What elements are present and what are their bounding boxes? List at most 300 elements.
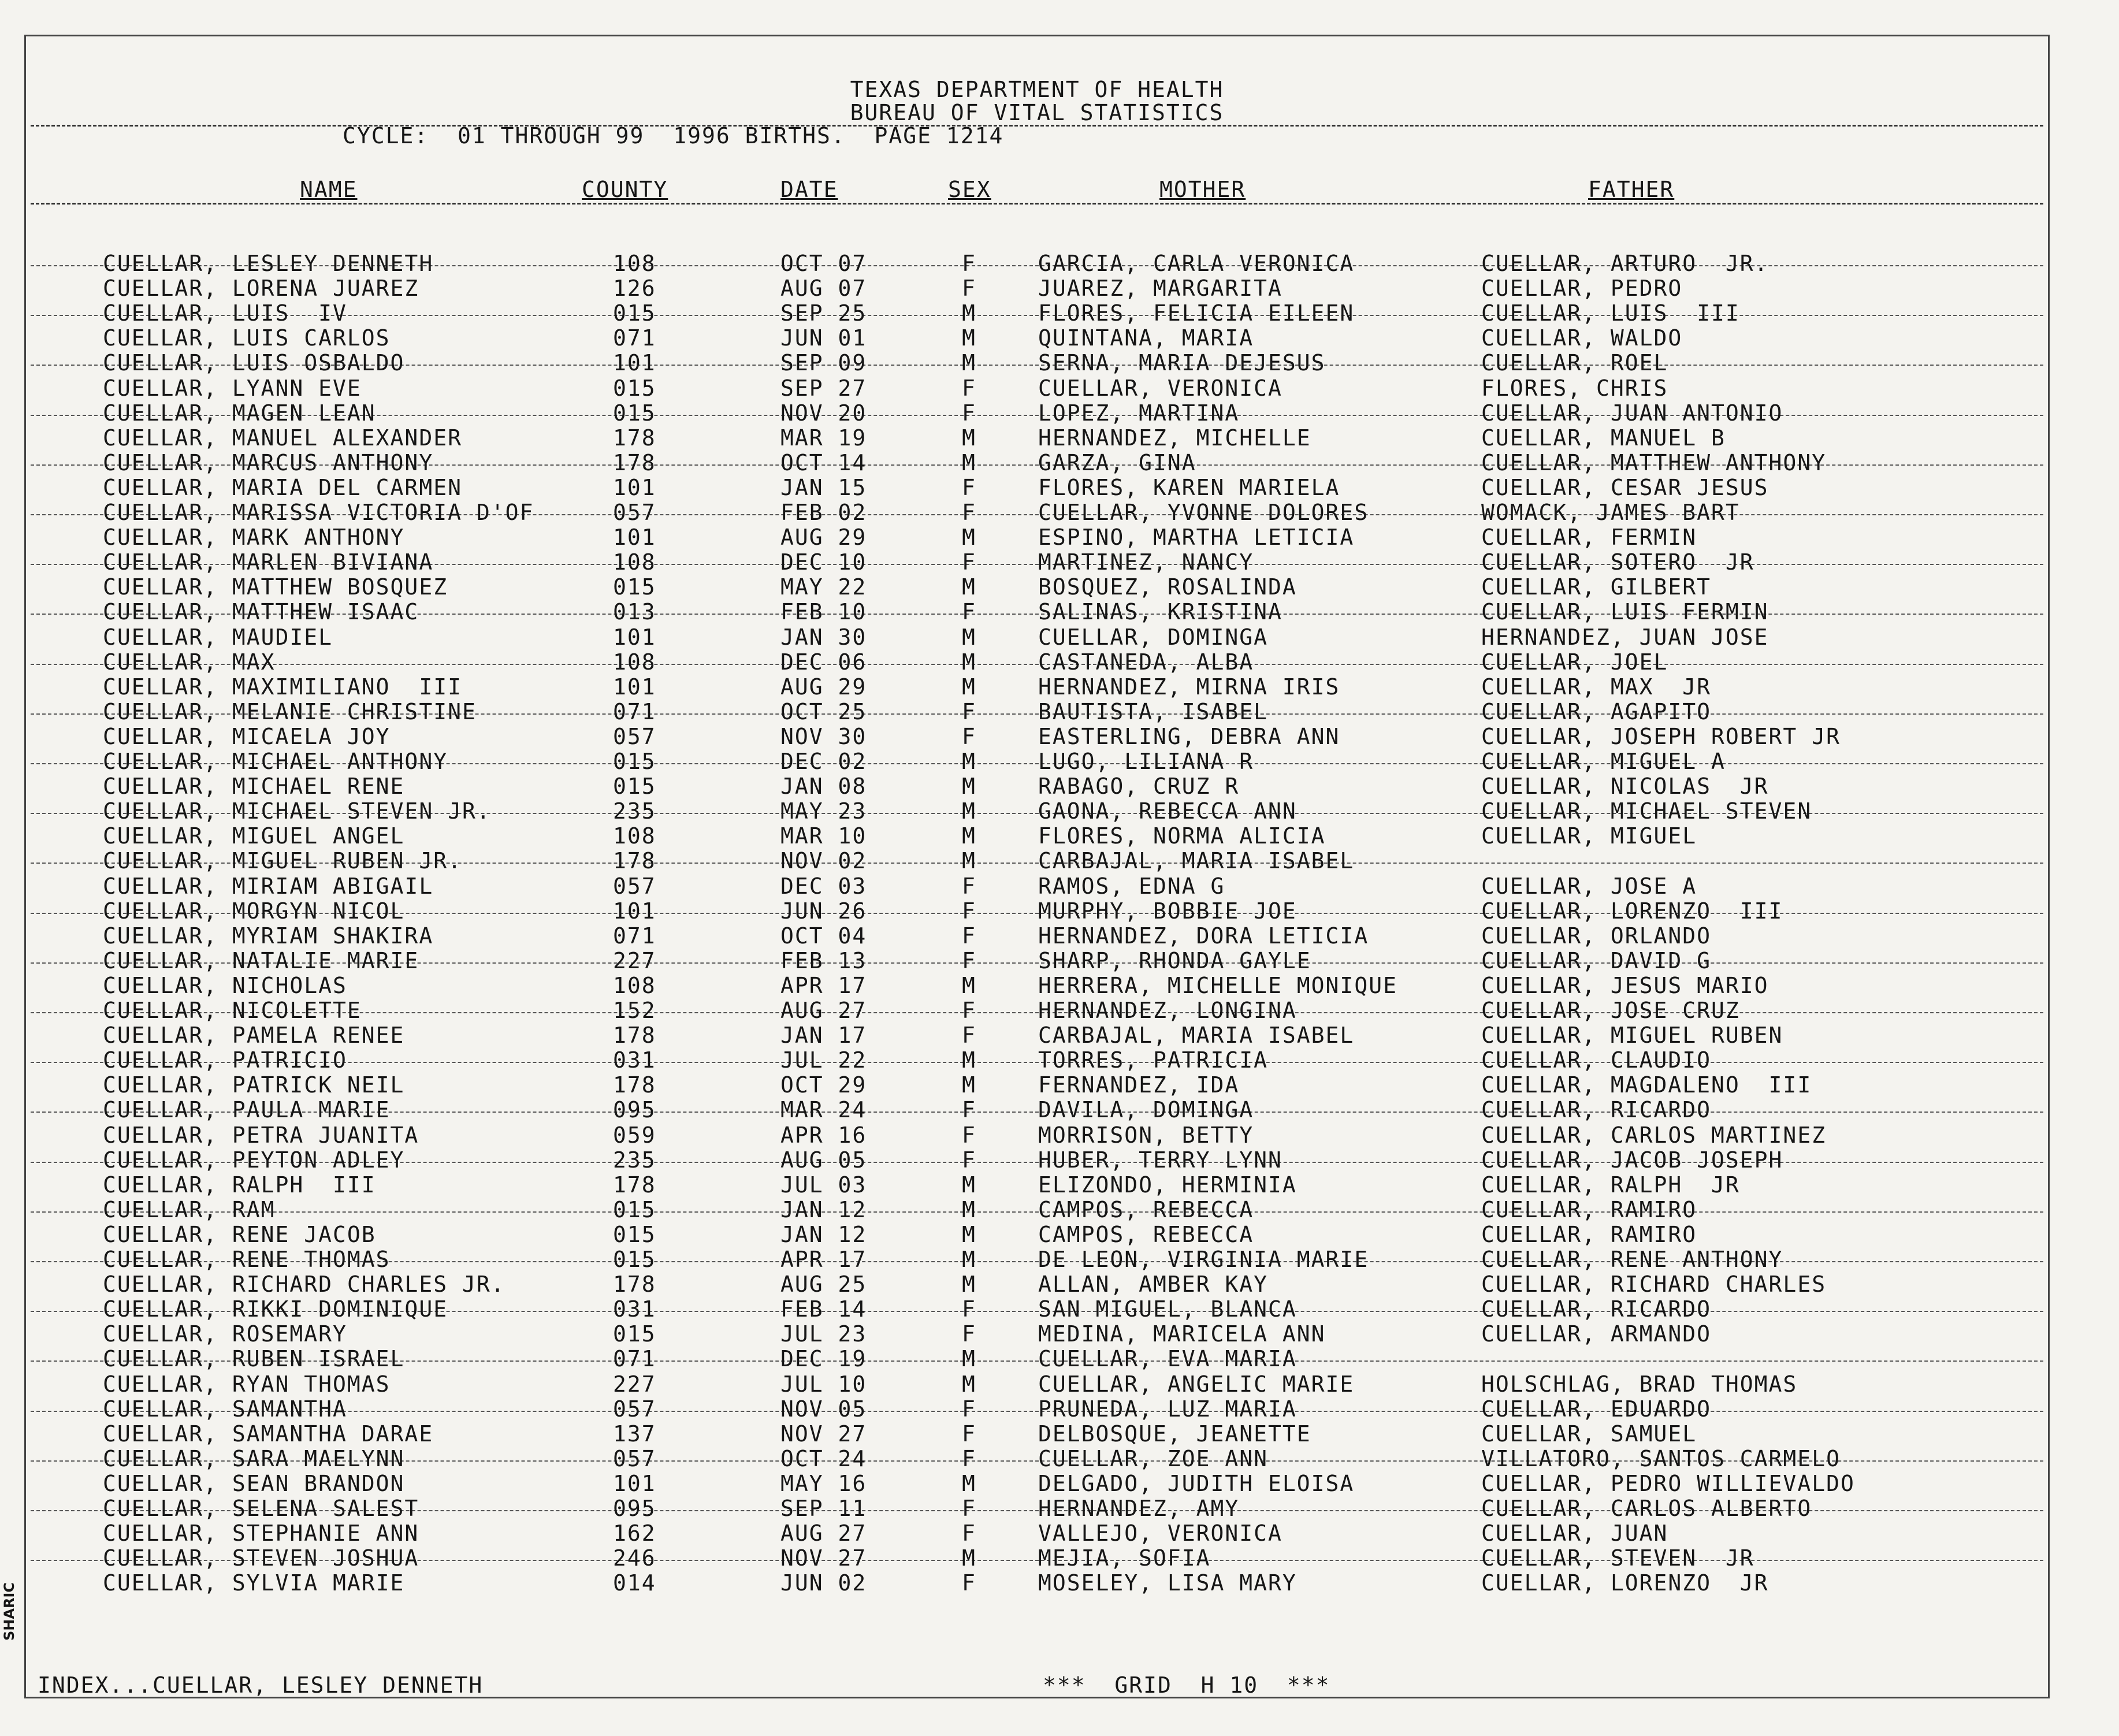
cell-name: CUELLAR, LUIS CARLOS bbox=[103, 325, 391, 351]
cell-county: 101 bbox=[613, 525, 656, 551]
index-footer: INDEX...CUELLAR, LESLEY DENNETH bbox=[38, 1672, 484, 1698]
cell-mother: GARCIA, CARLA VERONICA bbox=[1038, 251, 1355, 276]
cell-county: 108 bbox=[613, 972, 656, 998]
cell-date: OCT 04 bbox=[780, 923, 867, 949]
cell-mother: CAMPOS, REBECCA bbox=[1038, 1221, 1254, 1247]
cell-date: APR 17 bbox=[780, 972, 867, 998]
cell-mother: HERNANDEZ, MICHELLE bbox=[1038, 425, 1311, 451]
cell-father: CUELLAR, LUIS FERMIN bbox=[1481, 599, 1769, 625]
cell-mother: HERNANDEZ, LONGINA bbox=[1038, 998, 1297, 1023]
cell-father: CUELLAR, ORLANDO bbox=[1481, 923, 1712, 949]
table-row bbox=[26, 749, 2048, 774]
cell-sex: F bbox=[962, 1122, 976, 1148]
column-header-date: DATE bbox=[780, 177, 838, 202]
cell-date: MAY 23 bbox=[780, 798, 867, 824]
table-row bbox=[26, 1397, 2048, 1422]
table-row bbox=[26, 1272, 2048, 1297]
cell-county: 162 bbox=[613, 1521, 656, 1547]
table-row bbox=[26, 924, 2048, 949]
cell-county: 095 bbox=[613, 1097, 656, 1123]
cell-sex: M bbox=[962, 300, 976, 326]
cell-county: 015 bbox=[613, 574, 656, 600]
cell-father: CUELLAR, RAMIRO bbox=[1481, 1221, 1697, 1247]
cell-date: DEC 19 bbox=[780, 1346, 867, 1372]
cell-name: CUELLAR, STEVEN JOSHUA bbox=[103, 1545, 419, 1571]
cell-name: CUELLAR, RIKKI DOMINIQUE bbox=[103, 1296, 448, 1322]
cell-father: HERNANDEZ, JUAN JOSE bbox=[1481, 624, 1769, 650]
table-row bbox=[26, 500, 2048, 525]
cell-father: CUELLAR, RAMIRO bbox=[1481, 1196, 1697, 1222]
cell-date: NOV 20 bbox=[780, 400, 867, 426]
cell-father: CUELLAR, PEDRO bbox=[1481, 276, 1683, 302]
cell-sex: M bbox=[962, 649, 976, 675]
cell-date: JAN 12 bbox=[780, 1221, 867, 1247]
cell-name: CUELLAR, LUIS IV bbox=[103, 300, 347, 326]
cell-county: 015 bbox=[613, 749, 656, 774]
cell-date: SEP 11 bbox=[780, 1496, 867, 1521]
cell-name: CUELLAR, RENE THOMAS bbox=[103, 1247, 391, 1272]
table-row bbox=[26, 525, 2048, 550]
header-divider bbox=[31, 125, 2043, 127]
cell-mother: DE LEON, VIRGINIA MARIE bbox=[1038, 1247, 1369, 1272]
cell-sex: F bbox=[962, 276, 976, 302]
cell-mother: CARBAJAL, MARIA ISABEL bbox=[1038, 1023, 1355, 1049]
cell-sex: F bbox=[962, 923, 976, 949]
cell-mother: CUELLAR, YVONNE DOLORES bbox=[1038, 500, 1369, 525]
cell-sex: M bbox=[962, 1545, 976, 1571]
cell-sex: F bbox=[962, 1421, 976, 1447]
grid-footer: *** GRID H 10 *** bbox=[1043, 1672, 1330, 1698]
cell-name: CUELLAR, RALPH III bbox=[103, 1172, 376, 1198]
cell-county: 101 bbox=[613, 350, 656, 376]
cell-name: CUELLAR, MICHAEL ANTHONY bbox=[103, 749, 448, 774]
cell-county: 178 bbox=[613, 1172, 656, 1198]
table-row bbox=[26, 401, 2048, 426]
column-header-father: FATHER bbox=[1588, 177, 1675, 202]
cell-mother: FLORES, NORMA ALICIA bbox=[1038, 823, 1326, 849]
cell-date: JAN 08 bbox=[780, 774, 867, 800]
cell-father: CUELLAR, RICARDO bbox=[1481, 1296, 1712, 1322]
cell-sex: F bbox=[962, 1496, 976, 1521]
row-divider bbox=[31, 664, 2043, 665]
cell-name: CUELLAR, MYRIAM SHAKIRA bbox=[103, 923, 434, 949]
cell-mother: SALINAS, KRISTINA bbox=[1038, 599, 1282, 625]
cell-mother: HUBER, TERRY LYNN bbox=[1038, 1147, 1282, 1173]
side-stamp-label: SHARIC bbox=[1, 1582, 17, 1641]
header-subtitle: BUREAU OF VITAL STATISTICS bbox=[850, 100, 1224, 125]
cell-county: 178 bbox=[613, 1023, 656, 1049]
column-header-county: COUNTY bbox=[582, 177, 668, 202]
cell-name: CUELLAR, MICHAEL STEVEN JR. bbox=[103, 798, 491, 824]
table-row bbox=[26, 1372, 2048, 1397]
cell-name: CUELLAR, MARLEN BIVIANA bbox=[103, 549, 434, 575]
cell-father: CUELLAR, ARTURO JR. bbox=[1481, 251, 1769, 276]
cell-mother: BAUTISTA, ISABEL bbox=[1038, 698, 1269, 724]
cell-father: CUELLAR, RICARDO bbox=[1481, 1097, 1712, 1123]
table-row bbox=[26, 1222, 2048, 1247]
cell-date: OCT 07 bbox=[780, 251, 867, 276]
cell-father: CUELLAR, CARLOS MARTINEZ bbox=[1481, 1122, 1827, 1148]
cell-name: CUELLAR, MELANIE CHRISTINE bbox=[103, 698, 477, 724]
table-row bbox=[26, 575, 2048, 600]
cell-father: CUELLAR, CARLOS ALBERTO bbox=[1481, 1496, 1812, 1521]
cell-name: CUELLAR, SAMANTHA DARAE bbox=[103, 1421, 434, 1447]
table-row bbox=[26, 1447, 2048, 1471]
cell-father: CUELLAR, LORENZO III bbox=[1481, 898, 1783, 924]
table-row bbox=[26, 998, 2048, 1023]
cell-name: CUELLAR, SAMANTHA bbox=[103, 1396, 347, 1422]
cell-county: 031 bbox=[613, 1047, 656, 1073]
cell-county: 015 bbox=[613, 774, 656, 800]
cell-name: CUELLAR, MARISSA VICTORIA D'OF bbox=[103, 500, 534, 525]
table-row bbox=[26, 625, 2048, 650]
cell-county: 071 bbox=[613, 325, 656, 351]
cell-name: CUELLAR, MARCUS ANTHONY bbox=[103, 449, 434, 475]
cell-sex: M bbox=[962, 749, 976, 774]
table-row bbox=[26, 301, 2048, 326]
cell-name: CUELLAR, PEYTON ADLEY bbox=[103, 1147, 405, 1173]
cell-mother: LUGO, LILIANA R bbox=[1038, 749, 1254, 774]
cell-father: CUELLAR, DAVID G bbox=[1481, 947, 1712, 973]
cell-name: CUELLAR, RAM bbox=[103, 1196, 276, 1222]
cell-mother: EASTERLING, DEBRA ANN bbox=[1038, 723, 1340, 749]
cell-date: MAR 19 bbox=[780, 425, 867, 451]
cell-mother: CARBAJAL, MARIA ISABEL bbox=[1038, 848, 1355, 874]
cell-date: MAR 10 bbox=[780, 823, 867, 849]
cell-name: CUELLAR, NICHOLAS bbox=[103, 972, 347, 998]
table-row bbox=[26, 351, 2048, 376]
cell-name: CUELLAR, PAMELA RENEE bbox=[103, 1023, 405, 1049]
cell-sex: M bbox=[962, 350, 976, 376]
cell-father: HOLSCHLAG, BRAD THOMAS bbox=[1481, 1371, 1798, 1397]
cell-name: CUELLAR, ROSEMARY bbox=[103, 1321, 347, 1347]
cell-father: CUELLAR, JACOB JOSEPH bbox=[1481, 1147, 1783, 1173]
cell-county: 015 bbox=[613, 1221, 656, 1247]
cell-county: 178 bbox=[613, 1072, 656, 1098]
cell-sex: F bbox=[962, 998, 976, 1023]
cell-father: CUELLAR, JOSE A bbox=[1481, 873, 1697, 899]
cell-mother: FERNANDEZ, IDA bbox=[1038, 1072, 1240, 1098]
cell-county: 057 bbox=[613, 1445, 656, 1471]
cell-date: NOV 27 bbox=[780, 1545, 867, 1571]
cell-sex: M bbox=[962, 1172, 976, 1198]
cell-mother: VALLEJO, VERONICA bbox=[1038, 1521, 1282, 1547]
cell-sex: M bbox=[962, 425, 976, 451]
cell-mother: ELIZONDO, HERMINIA bbox=[1038, 1172, 1297, 1198]
cell-mother: MORRISON, BETTY bbox=[1038, 1122, 1254, 1148]
cell-sex: F bbox=[962, 723, 976, 749]
table-row bbox=[26, 1347, 2048, 1371]
cell-mother: DELGADO, JUDITH ELOISA bbox=[1038, 1470, 1355, 1496]
cell-county: 015 bbox=[613, 375, 656, 401]
cell-date: SEP 25 bbox=[780, 300, 867, 326]
cell-father: CUELLAR, ARMANDO bbox=[1481, 1321, 1712, 1347]
cell-county: 031 bbox=[613, 1296, 656, 1322]
cell-name: CUELLAR, MAUDIEL bbox=[103, 624, 333, 650]
cell-date: JAN 15 bbox=[780, 474, 867, 500]
cell-county: 108 bbox=[613, 549, 656, 575]
cell-sex: F bbox=[962, 375, 976, 401]
cell-date: NOV 02 bbox=[780, 848, 867, 874]
cell-sex: M bbox=[962, 525, 976, 551]
cell-father: CUELLAR, MIGUEL A bbox=[1481, 749, 1726, 774]
cell-father: CUELLAR, WALDO bbox=[1481, 325, 1683, 351]
cell-mother: BOSQUEZ, ROSALINDA bbox=[1038, 574, 1297, 600]
document-frame bbox=[24, 35, 2050, 1698]
cell-name: CUELLAR, RYAN THOMAS bbox=[103, 1371, 391, 1397]
cell-county: 015 bbox=[613, 1321, 656, 1347]
cell-county: 235 bbox=[613, 798, 656, 824]
table-row bbox=[26, 874, 2048, 899]
cell-sex: F bbox=[962, 500, 976, 525]
table-row bbox=[26, 1173, 2048, 1198]
cell-name: CUELLAR, MARIA DEL CARMEN bbox=[103, 474, 462, 500]
cell-father: VILLATORO, SANTOS CARMELO bbox=[1481, 1445, 1841, 1471]
cell-date: JAN 17 bbox=[780, 1023, 867, 1049]
cell-date: DEC 03 bbox=[780, 873, 867, 899]
cell-sex: F bbox=[962, 1147, 976, 1173]
cell-father: CUELLAR, RICHARD CHARLES bbox=[1481, 1272, 1827, 1298]
cell-sex: F bbox=[962, 898, 976, 924]
cell-father: CUELLAR, JUAN ANTONIO bbox=[1481, 400, 1783, 426]
cell-county: 137 bbox=[613, 1421, 656, 1447]
cell-county: 057 bbox=[613, 723, 656, 749]
cell-father: CUELLAR, PEDRO WILLIEVALDO bbox=[1481, 1470, 1855, 1496]
table-row bbox=[26, 675, 2048, 700]
cell-father: CUELLAR, MICHAEL STEVEN bbox=[1481, 798, 1812, 824]
cell-sex: M bbox=[962, 1272, 976, 1298]
cell-father: CUELLAR, AGAPITO bbox=[1481, 698, 1712, 724]
cell-mother: CAMPOS, REBECCA bbox=[1038, 1196, 1254, 1222]
cell-date: JUL 03 bbox=[780, 1172, 867, 1198]
cell-father: CUELLAR, MIGUEL bbox=[1481, 823, 1697, 849]
cell-sex: F bbox=[962, 1296, 976, 1322]
column-header-name: NAME bbox=[300, 177, 358, 202]
table-row bbox=[26, 1546, 2048, 1571]
cell-county: 071 bbox=[613, 1346, 656, 1372]
cell-date: JAN 12 bbox=[780, 1196, 867, 1222]
cell-mother: CASTANEDA, ALBA bbox=[1038, 649, 1254, 675]
cell-name: CUELLAR, LORENA JUAREZ bbox=[103, 276, 419, 302]
cell-date: APR 16 bbox=[780, 1122, 867, 1148]
cell-mother: DELBOSQUE, JEANETTE bbox=[1038, 1421, 1311, 1447]
cell-sex: F bbox=[962, 1521, 976, 1547]
cell-mother: CUELLAR, ANGELIC MARIE bbox=[1038, 1371, 1355, 1397]
cell-name: CUELLAR, RENE JACOB bbox=[103, 1221, 376, 1247]
cell-name: CUELLAR, STEPHANIE ANN bbox=[103, 1521, 419, 1547]
table-row bbox=[26, 1247, 2048, 1272]
table-row bbox=[26, 1297, 2048, 1322]
cell-date: OCT 25 bbox=[780, 698, 867, 724]
header-title: TEXAS DEPARTMENT OF HEALTH bbox=[850, 77, 1224, 102]
cell-mother: RAMOS, EDNA G bbox=[1038, 873, 1225, 899]
table-row bbox=[26, 949, 2048, 973]
table-row bbox=[26, 276, 2048, 301]
cell-mother: RABAGO, CRUZ R bbox=[1038, 774, 1240, 800]
table-row bbox=[26, 251, 2048, 276]
cell-name: CUELLAR, RUBEN ISRAEL bbox=[103, 1346, 405, 1372]
cell-father: CUELLAR, RALPH JR bbox=[1481, 1172, 1740, 1198]
cell-county: 108 bbox=[613, 251, 656, 276]
cell-mother: CUELLAR, ZOE ANN bbox=[1038, 1445, 1269, 1471]
cell-sex: F bbox=[962, 599, 976, 625]
cell-mother: GAONA, REBECCA ANN bbox=[1038, 798, 1297, 824]
table-row bbox=[26, 600, 2048, 624]
cell-mother: TORRES, PATRICIA bbox=[1038, 1047, 1269, 1073]
cell-date: JUN 01 bbox=[780, 325, 867, 351]
cell-mother: LOPEZ, MARTINA bbox=[1038, 400, 1240, 426]
cell-date: AUG 27 bbox=[780, 998, 867, 1023]
cell-name: CUELLAR, MATTHEW BOSQUEZ bbox=[103, 574, 448, 600]
cell-father: CUELLAR, CLAUDIO bbox=[1481, 1047, 1712, 1073]
cell-name: CUELLAR, MAGEN LEAN bbox=[103, 400, 376, 426]
cell-date: FEB 14 bbox=[780, 1296, 867, 1322]
cell-sex: M bbox=[962, 1470, 976, 1496]
table-row bbox=[26, 376, 2048, 401]
cell-county: 152 bbox=[613, 998, 656, 1023]
cell-name: CUELLAR, MIGUEL RUBEN JR. bbox=[103, 848, 462, 874]
cell-sex: M bbox=[962, 1196, 976, 1222]
cell-mother: MURPHY, BOBBIE JOE bbox=[1038, 898, 1297, 924]
table-row bbox=[26, 451, 2048, 475]
table-row bbox=[26, 849, 2048, 873]
cell-father: CUELLAR, GILBERT bbox=[1481, 574, 1712, 600]
cell-county: 101 bbox=[613, 624, 656, 650]
cell-name: CUELLAR, MATTHEW ISAAC bbox=[103, 599, 419, 625]
cell-date: DEC 06 bbox=[780, 649, 867, 675]
table-row bbox=[26, 475, 2048, 500]
cell-date: SEP 27 bbox=[780, 375, 867, 401]
cell-name: CUELLAR, LUIS OSBALDO bbox=[103, 350, 405, 376]
cell-name: CUELLAR, MAX bbox=[103, 649, 276, 675]
cell-date: AUG 05 bbox=[780, 1147, 867, 1173]
table-row bbox=[26, 426, 2048, 451]
cell-sex: F bbox=[962, 474, 976, 500]
cell-date: AUG 27 bbox=[780, 1521, 867, 1547]
cell-county: 101 bbox=[613, 674, 656, 700]
cell-mother: HERRERA, MICHELLE MONIQUE bbox=[1038, 972, 1397, 998]
cell-county: 015 bbox=[613, 1196, 656, 1222]
cell-county: 071 bbox=[613, 698, 656, 724]
table-row bbox=[26, 550, 2048, 575]
cell-sex: F bbox=[962, 873, 976, 899]
cell-county: 057 bbox=[613, 1396, 656, 1422]
cell-date: AUG 25 bbox=[780, 1272, 867, 1298]
cell-date: NOV 05 bbox=[780, 1396, 867, 1422]
table-row bbox=[26, 1322, 2048, 1347]
cell-father: CUELLAR, MAX JR bbox=[1481, 674, 1712, 700]
column-header-mother: MOTHER bbox=[1159, 177, 1246, 202]
cell-sex: F bbox=[962, 947, 976, 973]
cell-father: CUELLAR, JUAN bbox=[1481, 1521, 1668, 1547]
cell-county: 095 bbox=[613, 1496, 656, 1521]
cell-county: 178 bbox=[613, 425, 656, 451]
cell-mother: SHARP, RHONDA GAYLE bbox=[1038, 947, 1311, 973]
cell-date: OCT 24 bbox=[780, 1445, 867, 1471]
table-row bbox=[26, 1098, 2048, 1122]
cell-father: CUELLAR, MATTHEW ANTHONY bbox=[1481, 449, 1827, 475]
cell-sex: F bbox=[962, 698, 976, 724]
cell-date: DEC 02 bbox=[780, 749, 867, 774]
cell-mother: CUELLAR, DOMINGA bbox=[1038, 624, 1269, 650]
cell-name: CUELLAR, SYLVIA MARIE bbox=[103, 1570, 405, 1596]
cell-father: CUELLAR, LUIS III bbox=[1481, 300, 1740, 326]
cell-date: FEB 02 bbox=[780, 500, 867, 525]
column-header-divider bbox=[31, 203, 2043, 205]
table-row bbox=[26, 1023, 2048, 1048]
cell-sex: M bbox=[962, 774, 976, 800]
cell-name: CUELLAR, MARK ANTHONY bbox=[103, 525, 405, 551]
cell-father: CUELLAR, SAMUEL bbox=[1481, 1421, 1697, 1447]
cell-sex: M bbox=[962, 674, 976, 700]
cell-father: CUELLAR, FERMIN bbox=[1481, 525, 1697, 551]
cell-father: CUELLAR, EDUARDO bbox=[1481, 1396, 1712, 1422]
cell-sex: F bbox=[962, 1570, 976, 1596]
cell-sex: M bbox=[962, 1047, 976, 1073]
cell-sex: F bbox=[962, 1097, 976, 1123]
table-row bbox=[26, 1471, 2048, 1496]
cell-county: 235 bbox=[613, 1147, 656, 1173]
cell-name: CUELLAR, RICHARD CHARLES JR. bbox=[103, 1272, 505, 1298]
cell-name: CUELLAR, PATRICIO bbox=[103, 1047, 347, 1073]
cell-date: AUG 29 bbox=[780, 674, 867, 700]
table-row bbox=[26, 700, 2048, 724]
cell-sex: F bbox=[962, 1445, 976, 1471]
table-row bbox=[26, 1198, 2048, 1222]
cell-date: JUN 02 bbox=[780, 1570, 867, 1596]
cell-mother: SAN MIGUEL, BLANCA bbox=[1038, 1296, 1297, 1322]
cell-mother: QUINTANA, MARIA bbox=[1038, 325, 1254, 351]
cell-mother: PRUNEDA, LUZ MARIA bbox=[1038, 1396, 1297, 1422]
cell-sex: F bbox=[962, 1396, 976, 1422]
cell-date: JUN 26 bbox=[780, 898, 867, 924]
table-row bbox=[26, 650, 2048, 675]
cell-name: CUELLAR, NICOLETTE bbox=[103, 998, 362, 1023]
cell-date: FEB 10 bbox=[780, 599, 867, 625]
cell-date: AUG 29 bbox=[780, 525, 867, 551]
cell-name: CUELLAR, MICAELA JOY bbox=[103, 723, 391, 749]
cell-county: 015 bbox=[613, 1247, 656, 1272]
cell-father: CUELLAR, MANUEL B bbox=[1481, 425, 1726, 451]
cell-name: CUELLAR, PATRICK NEIL bbox=[103, 1072, 405, 1098]
cell-father: WOMACK, JAMES BART bbox=[1481, 500, 1740, 525]
cell-sex: M bbox=[962, 1072, 976, 1098]
table-row bbox=[26, 1571, 2048, 1596]
table-row bbox=[26, 1048, 2048, 1073]
cell-mother: HERNANDEZ, DORA LETICIA bbox=[1038, 923, 1369, 949]
cell-sex: F bbox=[962, 251, 976, 276]
cell-county: 108 bbox=[613, 823, 656, 849]
cell-name: CUELLAR, SEAN BRANDON bbox=[103, 1470, 405, 1496]
cell-sex: M bbox=[962, 1247, 976, 1272]
cell-date: OCT 29 bbox=[780, 1072, 867, 1098]
cell-sex: F bbox=[962, 1023, 976, 1049]
cell-county: 057 bbox=[613, 500, 656, 525]
cell-date: APR 17 bbox=[780, 1247, 867, 1272]
cell-father: CUELLAR, CESAR JESUS bbox=[1481, 474, 1769, 500]
cell-name: CUELLAR, PETRA JUANITA bbox=[103, 1122, 419, 1148]
cell-father: CUELLAR, MIGUEL RUBEN bbox=[1481, 1023, 1783, 1049]
cell-county: 013 bbox=[613, 599, 656, 625]
cell-county: 126 bbox=[613, 276, 656, 302]
cell-date: JAN 30 bbox=[780, 624, 867, 650]
cell-sex: M bbox=[962, 1371, 976, 1397]
cell-date: MAY 16 bbox=[780, 1470, 867, 1496]
cell-name: CUELLAR, MORGYN NICOL bbox=[103, 898, 405, 924]
cell-father: CUELLAR, JOEL bbox=[1481, 649, 1668, 675]
table-row bbox=[26, 1521, 2048, 1546]
cell-father: FLORES, CHRIS bbox=[1481, 375, 1668, 401]
